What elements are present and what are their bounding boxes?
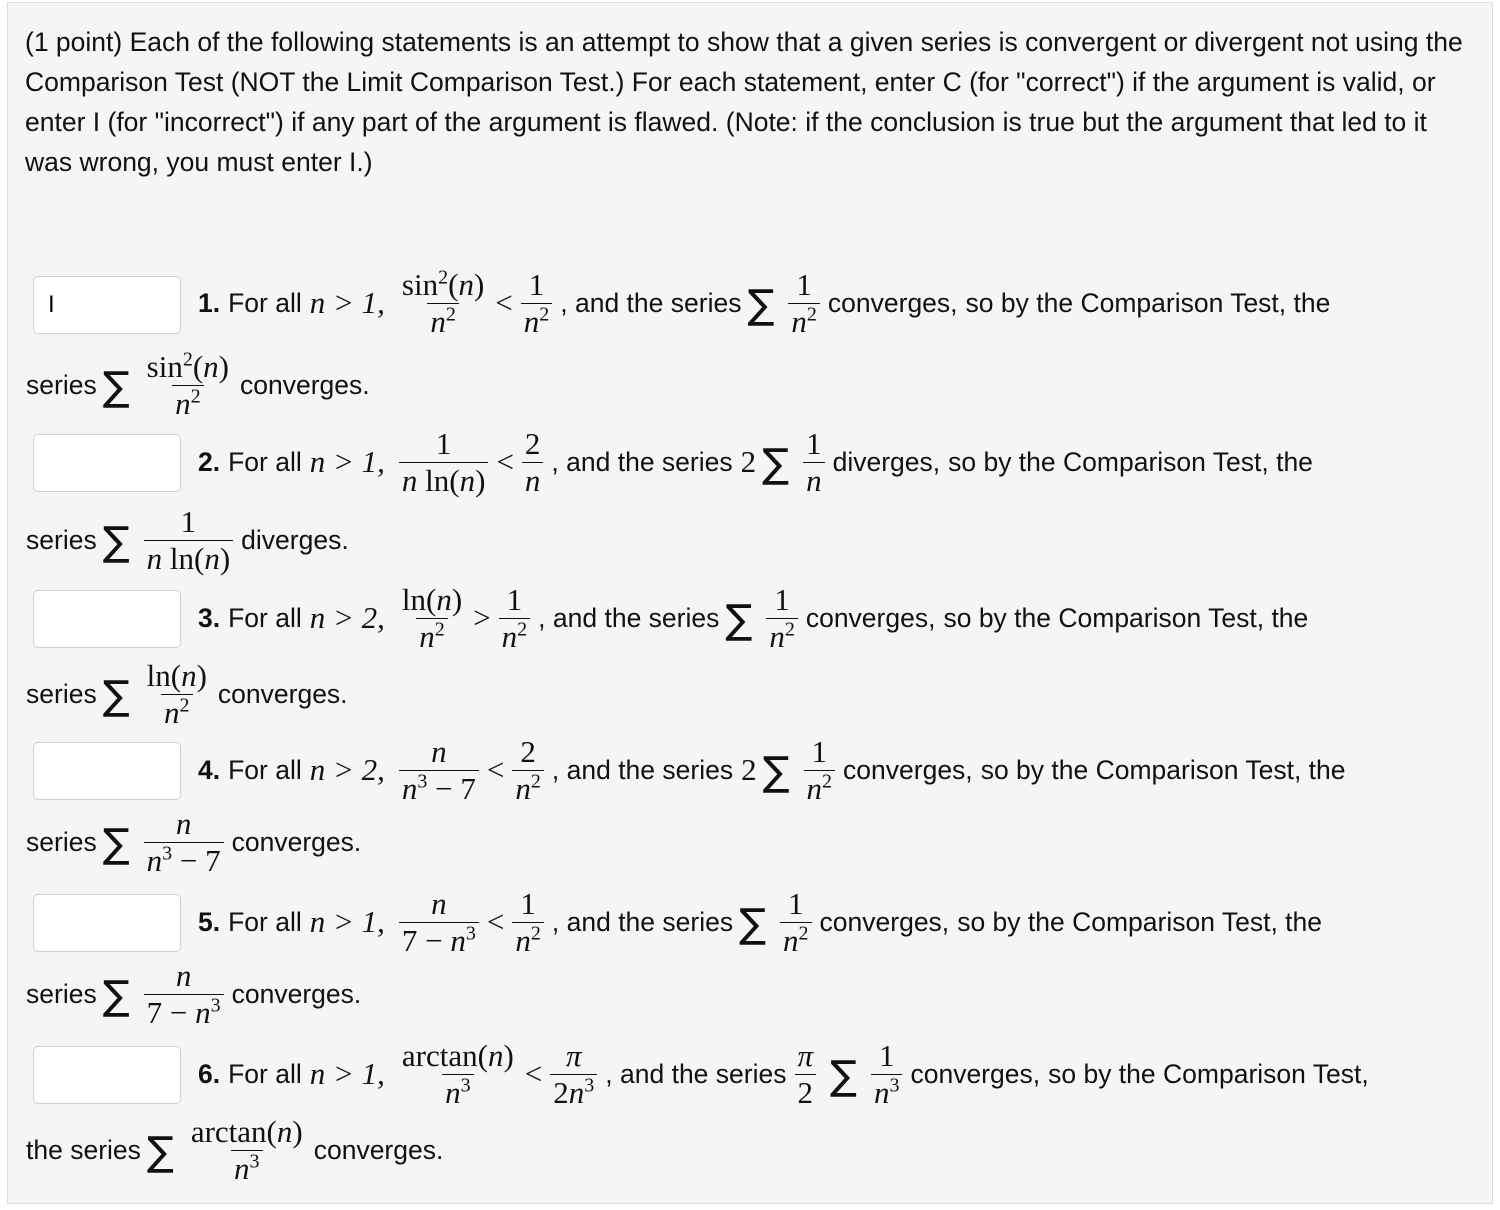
and-the-series-label: , and the series bbox=[560, 287, 742, 318]
sigma-icon: ∑ bbox=[146, 1129, 174, 1175]
conclusion-4 bbox=[26, 801, 361, 883]
sigma-icon: ∑ bbox=[102, 364, 130, 410]
for-all-label: For all bbox=[228, 602, 302, 633]
fraction-1-over-n2: $\frac{1}{n^2}$ bbox=[780, 886, 812, 959]
converges-end-label: converges. bbox=[231, 978, 362, 1009]
so-by-comparison-label: so by the Comparison Test, the bbox=[980, 754, 1346, 785]
sigma-icon: ∑ bbox=[762, 441, 790, 487]
item-number-3: 3. bbox=[198, 602, 221, 633]
diverges-end-label: diverges. bbox=[241, 524, 349, 555]
statement-2 bbox=[198, 421, 1313, 503]
fraction-n-over-n3-minus-7: $\frac{n}{n^3 - 7}$ bbox=[144, 806, 224, 879]
converges-label: converges, bbox=[843, 754, 973, 785]
for-all-label: For all bbox=[228, 754, 302, 785]
relation-4: < bbox=[486, 752, 505, 787]
statement-5 bbox=[198, 881, 1322, 963]
statement-6 bbox=[198, 1033, 1369, 1115]
answer-input-3[interactable] bbox=[33, 590, 181, 648]
item-number-6: 6. bbox=[198, 1058, 221, 1089]
relation-1: < bbox=[495, 285, 513, 320]
and-the-series-label: , and the series bbox=[605, 1058, 787, 1089]
sigma-icon: ∑ bbox=[102, 973, 130, 1019]
answer-field-4[interactable] bbox=[34, 743, 180, 799]
so-by-comparison-label: so by the Comparison Test, bbox=[1048, 1058, 1369, 1089]
relation-6: < bbox=[524, 1056, 543, 1091]
the-series-label: the series bbox=[26, 1134, 141, 1165]
conclusion-2 bbox=[26, 499, 349, 581]
so-by-comparison-label: so by the Comparison Test, the bbox=[957, 906, 1323, 937]
sigma-icon: ∑ bbox=[725, 597, 753, 643]
item-number-5: 5. bbox=[198, 906, 221, 937]
converges-label: converges, bbox=[805, 602, 936, 633]
conclusion-6 bbox=[26, 1109, 443, 1191]
condition-2: n > 1, bbox=[309, 444, 385, 479]
condition-1: n > 1, bbox=[309, 285, 385, 320]
fraction-pi-over-2: $\frac{\pi}{2}$ bbox=[794, 1038, 816, 1111]
so-by-comparison-label: so by the Comparison Test, the bbox=[948, 446, 1313, 477]
fraction-1-over-nlnn: $\frac{1}{\text{n ln(n)}}$ bbox=[399, 426, 489, 499]
series-label: series bbox=[26, 678, 97, 709]
and-the-series-label: , and the series bbox=[551, 446, 733, 477]
answer-input-2[interactable] bbox=[33, 434, 181, 492]
fraction-n-over-7-minus-n3: $\frac{n}{7 - n^3}$ bbox=[144, 958, 224, 1031]
series-label: series bbox=[26, 978, 97, 1009]
coefficient-2: 2 bbox=[740, 444, 757, 479]
fraction-1-over-n2: $\frac{1}{n^2}$ bbox=[788, 267, 820, 340]
diverges-label: diverges, bbox=[832, 446, 941, 477]
relation-5: < bbox=[486, 904, 505, 939]
converges-end-label: converges. bbox=[240, 369, 370, 400]
conclusion-1 bbox=[26, 344, 370, 426]
fraction-2-over-n2: $\frac{2}{n^2}$ bbox=[512, 734, 544, 807]
statement-1 bbox=[198, 262, 1330, 344]
fraction-1-over-nlnn: $\frac{1}{\text{n ln(n)}}$ bbox=[144, 504, 234, 577]
item-number-2: 2. bbox=[198, 446, 221, 477]
fraction-lnn-over-n2: $\frac{\ln(n)}{n^2}$ bbox=[146, 657, 207, 730]
relation-2: < bbox=[496, 444, 514, 479]
answer-field-3[interactable] bbox=[34, 591, 180, 647]
converges-label: converges, bbox=[910, 1058, 1041, 1089]
series-label: series bbox=[26, 826, 97, 857]
conclusion-3 bbox=[26, 653, 348, 735]
fraction-1-over-n: $\frac{1}{n}$ bbox=[803, 426, 825, 499]
so-by-comparison-label: so by the Comparison Test, the bbox=[943, 602, 1309, 633]
sigma-icon: ∑ bbox=[102, 673, 130, 719]
fraction-1-over-n2: $\frac{1}{n^2}$ bbox=[499, 582, 531, 655]
sigma-icon: ∑ bbox=[762, 749, 790, 795]
answer-field-5[interactable] bbox=[34, 895, 180, 951]
answer-input-6[interactable] bbox=[33, 1046, 181, 1104]
fraction-1-over-n2: $\frac{1}{n^2}$ bbox=[521, 267, 553, 340]
and-the-series-label: , and the series bbox=[538, 602, 720, 633]
fraction-1-over-n2: $\frac{1}{n^2}$ bbox=[804, 734, 836, 807]
condition-5: n > 1, bbox=[309, 904, 385, 939]
for-all-label: For all bbox=[228, 287, 302, 318]
answer-input-1[interactable] bbox=[33, 276, 181, 334]
for-all-label: For all bbox=[228, 1058, 302, 1089]
converges-label: converges, bbox=[819, 906, 950, 937]
for-all-label: For all bbox=[228, 446, 302, 477]
so-by-comparison-label: so by the Comparison Test, the bbox=[965, 287, 1331, 318]
and-the-series-label: , and the series bbox=[551, 906, 734, 937]
answer-input-5[interactable] bbox=[33, 894, 181, 952]
sigma-icon: ∑ bbox=[102, 519, 130, 565]
sigma-icon: ∑ bbox=[739, 901, 767, 947]
converges-end-label: converges. bbox=[217, 678, 348, 709]
conclusion-5 bbox=[26, 953, 361, 1035]
fraction-1-over-n2: $\frac{1}{n^2}$ bbox=[766, 582, 798, 655]
series-label: series bbox=[26, 369, 97, 400]
item-number-4: 4. bbox=[198, 754, 221, 785]
sigma-icon: ∑ bbox=[747, 282, 775, 328]
condition-3: n > 2, bbox=[309, 600, 385, 635]
coefficient-4: 2 bbox=[741, 752, 757, 787]
answer-field-6[interactable] bbox=[34, 1047, 180, 1103]
problem-instructions: (1 point) Each of the following statements is an attempt to show that a given series is convergent or divergent not using the Comparison Test (NOT the Limit Comparison Test.) For each statement, enter C (for "correct") if the argument is valid, or enter I (for "incorrect") if any part of the argument is flawed. (Note: if the conclusion is true but the argument that led to it was wrong, you must enter I.) bbox=[25, 27, 1463, 177]
item-number-1: 1. bbox=[198, 287, 221, 318]
relation-3: > bbox=[473, 600, 491, 635]
for-all-label: For all bbox=[228, 906, 302, 937]
and-the-series-label: , and the series bbox=[551, 754, 734, 785]
answer-field-1[interactable] bbox=[34, 277, 180, 333]
fraction-lnn-over-n2: $\frac{\ln(n)}{n^2}$ bbox=[401, 581, 463, 654]
fraction-pi-over-2n3: $\frac{\pi}{2n^3}$ bbox=[550, 1038, 597, 1111]
fraction-n-over-7-minus-n3: $\frac{n}{7 - n^3}$ bbox=[399, 886, 479, 959]
answer-field-2[interactable] bbox=[34, 435, 180, 491]
fraction-n-over-n3-minus-7: $\frac{n}{n^3 - 7}$ bbox=[399, 734, 479, 807]
statement-4 bbox=[198, 729, 1346, 811]
fraction-1-over-n3: $\frac{1}{n^3}$ bbox=[871, 1038, 903, 1111]
fraction-1-over-n2: $\frac{1}{n^2}$ bbox=[512, 886, 544, 959]
fraction-sin2n-over-n2: $\frac{\sin^2(n)}{n^2}$ bbox=[146, 348, 229, 421]
condition-4: n > 2, bbox=[309, 752, 385, 787]
sigma-icon: ∑ bbox=[102, 821, 130, 867]
fraction-2-over-n: $\frac{2}{n}$ bbox=[522, 426, 544, 499]
fraction-arctann-over-n3: $\frac{\arctan(n)}{n^3}$ bbox=[401, 1037, 514, 1110]
statement-3 bbox=[198, 577, 1308, 659]
fraction-arctann-over-n3: $\frac{\arctan(n)}{n^3}$ bbox=[190, 1113, 303, 1186]
answer-input-4[interactable] bbox=[33, 742, 181, 800]
condition-6: n > 1, bbox=[309, 1056, 385, 1091]
converges-end-label: converges. bbox=[231, 826, 362, 857]
converges-end-label: converges. bbox=[313, 1134, 444, 1165]
series-label: series bbox=[26, 524, 97, 555]
sigma-icon: ∑ bbox=[830, 1053, 857, 1099]
converges-label: converges, bbox=[827, 287, 958, 318]
fraction-sin2n-over-n2: $\frac{\sin^2(n)}{n^2}$ bbox=[401, 266, 485, 339]
